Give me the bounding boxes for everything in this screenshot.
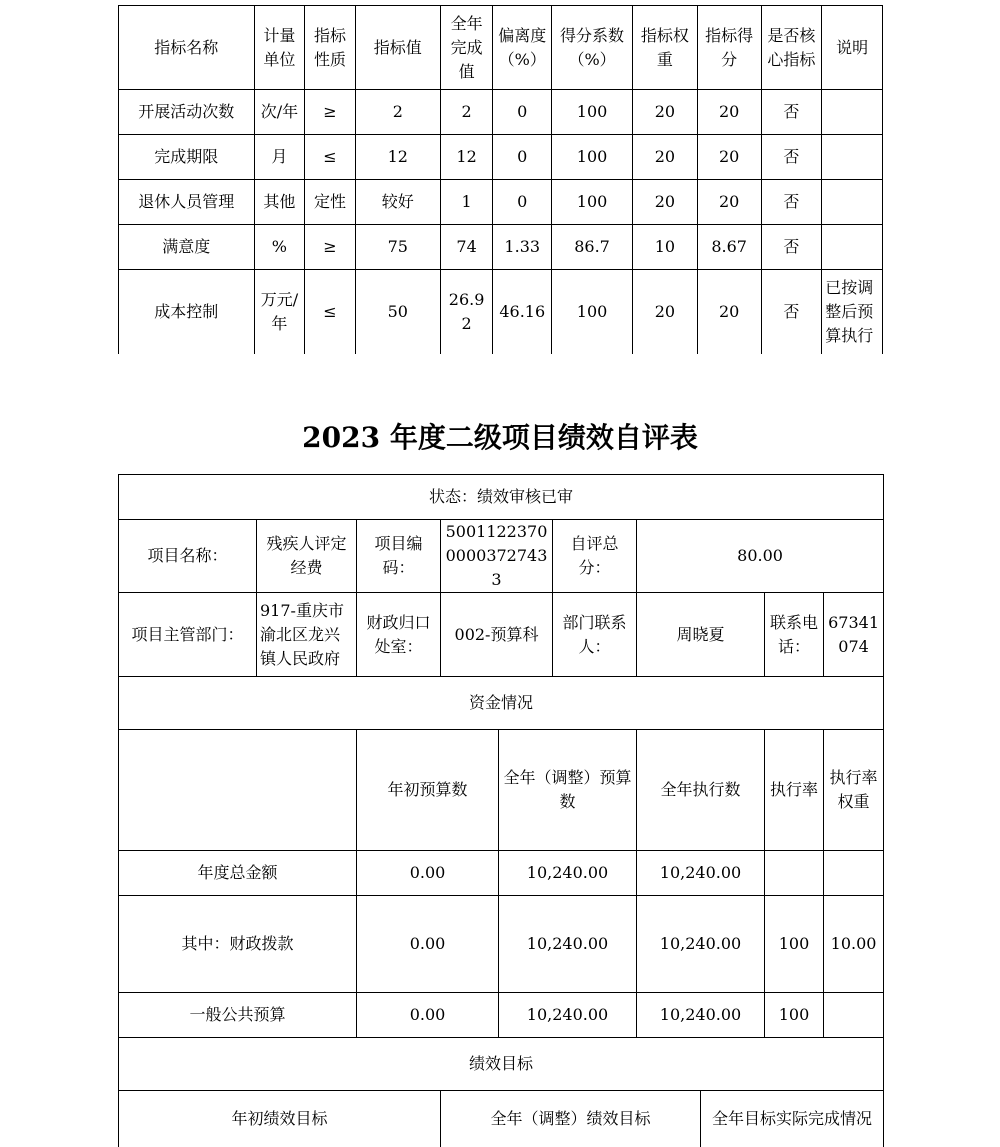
status-text: 状态：绩效审核已审: [119, 475, 884, 520]
table-cell: 74: [440, 225, 493, 270]
header-cell: 是否核心指标: [761, 6, 822, 90]
header-cell: 指标名称: [119, 6, 255, 90]
table-cell: 一般公共预算: [119, 993, 357, 1038]
table-cell: 完成期限: [119, 135, 255, 180]
header-cell: 全年（调整）预算数: [499, 730, 637, 851]
header-cell: 说明: [822, 6, 883, 90]
table-cell: 20: [633, 270, 698, 354]
table-cell: 2: [355, 90, 440, 135]
project-info-row: [119, 520, 884, 593]
table-cell: 10,240.00: [499, 851, 637, 896]
funds-section-row: [119, 677, 884, 730]
header-cell: 偏离度（%）: [493, 6, 552, 90]
table-cell: 较好: [355, 180, 440, 225]
table-cell: 次/年: [254, 90, 305, 135]
indicator-header-row: [119, 6, 883, 90]
funds-header-row: [119, 730, 884, 851]
header-cell: 得分系数（%）: [552, 6, 633, 90]
project-name-label: 项目名称：: [119, 520, 257, 593]
table-cell: 0: [493, 135, 552, 180]
dept-label: 项目主管部门：: [119, 593, 257, 677]
table-cell: 20: [633, 180, 698, 225]
table-cell: 46.16: [493, 270, 552, 354]
table-cell: 100: [552, 270, 633, 354]
table-row: [119, 180, 883, 225]
header-cell: 执行率权重: [824, 730, 884, 851]
table-cell: 10,240.00: [499, 896, 637, 993]
table-cell: 100: [552, 135, 633, 180]
table-cell: 50: [355, 270, 440, 354]
contact-value: 周晓夏: [637, 593, 765, 677]
status-row: [119, 475, 884, 520]
self-score-value: 80.00: [637, 520, 884, 593]
project-code-value: 500112237000003727433: [441, 520, 553, 593]
table-cell: 20: [697, 90, 761, 135]
header-cell: 执行率: [765, 730, 824, 851]
table-cell: 万元/年: [254, 270, 305, 354]
table-cell: ≥: [305, 90, 356, 135]
indicator-table: [118, 5, 883, 354]
evaluation-form-table: [118, 474, 884, 1147]
dept-value: 917-重庆市渝北区龙兴镇人民政府: [257, 593, 357, 677]
header-cell: 全年完成值: [440, 6, 493, 90]
table-cell: 否: [761, 135, 822, 180]
table-cell: 0.00: [357, 993, 499, 1038]
header-cell: 全年（调整）绩效目标: [441, 1091, 701, 1147]
table-cell: 10: [633, 225, 698, 270]
table-cell: 0.00: [357, 851, 499, 896]
header-cell: 全年执行数: [637, 730, 765, 851]
table-row: [119, 851, 884, 896]
header-cell: 全年目标实际完成情况: [701, 1091, 884, 1147]
table-cell: 定性: [305, 180, 356, 225]
table-cell: 10,240.00: [499, 993, 637, 1038]
table-cell: 1: [440, 180, 493, 225]
table-cell: 100: [552, 180, 633, 225]
table-cell: 开展活动次数: [119, 90, 255, 135]
table-row: [119, 993, 884, 1038]
header-cell: 计量单位: [254, 6, 305, 90]
header-cell: 指标性质: [305, 6, 356, 90]
table-cell: 10.00: [824, 896, 884, 993]
table-cell: 20: [633, 135, 698, 180]
table-row: [119, 896, 884, 993]
table-cell: 否: [761, 270, 822, 354]
department-row: [119, 593, 884, 677]
table-cell: 年度总金额: [119, 851, 357, 896]
table-cell: [822, 135, 883, 180]
table-cell: 100: [765, 896, 824, 993]
table-cell: 10,240.00: [637, 896, 765, 993]
table-cell: [822, 90, 883, 135]
table-cell: 否: [761, 225, 822, 270]
table-cell: ≤: [305, 135, 356, 180]
table-cell: 0: [493, 90, 552, 135]
header-cell: 年初预算数: [357, 730, 499, 851]
table-row: [119, 90, 883, 135]
table-cell: 其中：财政拨款: [119, 896, 357, 993]
table-cell: 满意度: [119, 225, 255, 270]
table-cell: [822, 225, 883, 270]
table-cell: [822, 180, 883, 225]
table-cell: 月: [254, 135, 305, 180]
table-cell: [824, 993, 884, 1038]
table-cell: 成本控制: [119, 270, 255, 354]
page-title: 2023 年度二级项目绩效自评表: [302, 421, 698, 454]
table-cell: ≥: [305, 225, 356, 270]
table-row: [119, 135, 883, 180]
table-cell: 86.7: [552, 225, 633, 270]
table-cell: 10,240.00: [637, 851, 765, 896]
project-name-value: 残疾人评定经费: [257, 520, 357, 593]
table-cell: 2: [440, 90, 493, 135]
header-cell: 指标值: [355, 6, 440, 90]
table-cell: 否: [761, 90, 822, 135]
header-cell: 指标权重: [633, 6, 698, 90]
table-cell: 0.00: [357, 896, 499, 993]
table-cell: 12: [355, 135, 440, 180]
project-code-label: 项目编码：: [357, 520, 441, 593]
table-cell: 12: [440, 135, 493, 180]
finance-office-label: 财政归口处室：: [357, 593, 441, 677]
table-cell: [824, 851, 884, 896]
contact-label: 部门联系人：: [553, 593, 637, 677]
table-cell: 20: [697, 135, 761, 180]
table-cell: 20: [697, 270, 761, 354]
table-cell: 退休人员管理: [119, 180, 255, 225]
goals-header-row: [119, 1091, 884, 1147]
goals-section-title: 绩效目标: [119, 1038, 884, 1091]
goals-section-row: [119, 1038, 884, 1091]
table-cell: 100: [765, 993, 824, 1038]
table-cell: 8.67: [697, 225, 761, 270]
table-cell: 20: [633, 90, 698, 135]
phone-value: 67341074: [824, 593, 884, 677]
table-cell: 100: [552, 90, 633, 135]
table-cell: 1.33: [493, 225, 552, 270]
table-cell: 20: [697, 180, 761, 225]
table-cell: 已按调整后预算执行: [822, 270, 883, 354]
table-cell: 10,240.00: [637, 993, 765, 1038]
table-cell: ≤: [305, 270, 356, 354]
table-row: [119, 225, 883, 270]
phone-label: 联系电话：: [765, 593, 824, 677]
table-cell: 0: [493, 180, 552, 225]
table-cell: [765, 851, 824, 896]
finance-office-value: 002-预算科: [441, 593, 553, 677]
self-score-label: 自评总分：: [553, 520, 637, 593]
table-cell: %: [254, 225, 305, 270]
table-cell: 否: [761, 180, 822, 225]
header-cell: [119, 730, 357, 851]
table-cell: 26.92: [440, 270, 493, 354]
header-cell: 年初绩效目标: [119, 1091, 441, 1147]
table-cell: 其他: [254, 180, 305, 225]
table-cell: 75: [355, 225, 440, 270]
header-cell: 指标得分: [697, 6, 761, 90]
table-row: [119, 270, 883, 354]
funds-section-title: 资金情况: [119, 677, 884, 730]
